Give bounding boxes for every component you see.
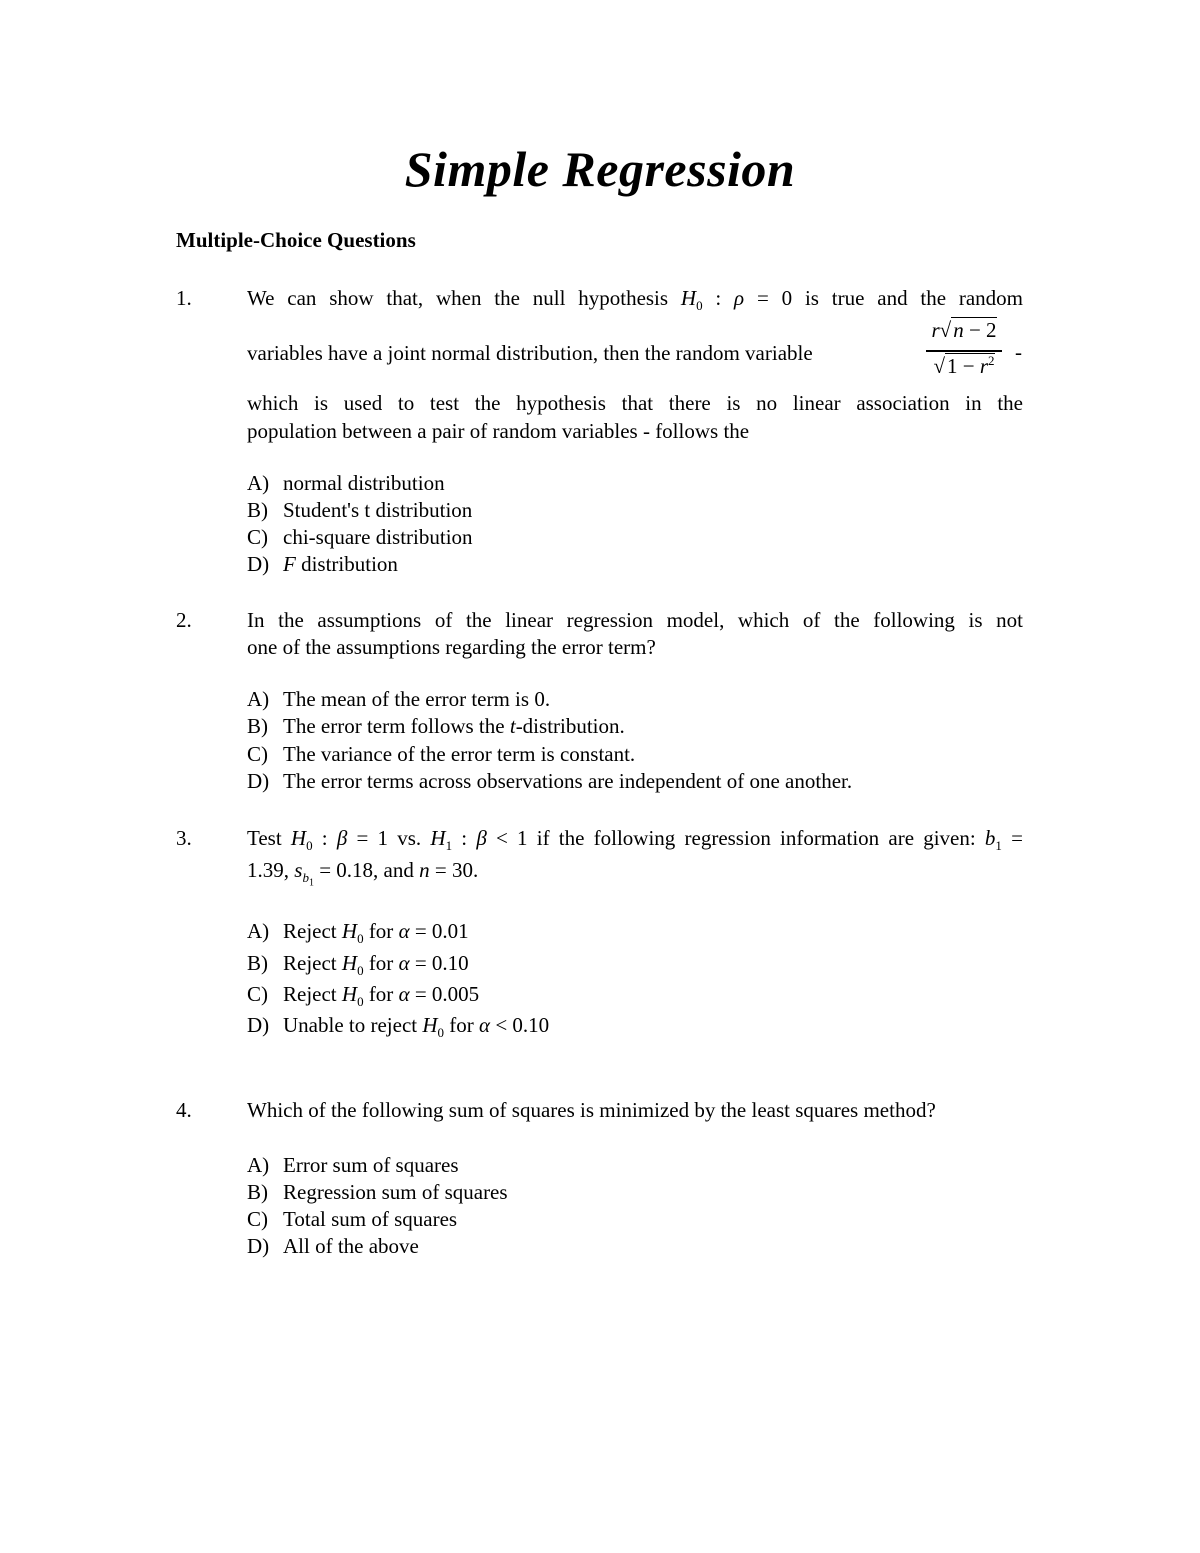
question-2-option-c: C) The variance of the error term is constant. [247, 742, 636, 766]
question-1-line-2: variables have a joint normal distribution, then the random variable [247, 341, 813, 365]
question-3-option-b: B) Reject $H_0$ for α = 0.10 [247, 951, 469, 979]
page-title: Simple Regression [404, 141, 796, 197]
question-4-option-c: C) Total sum of squares [247, 1207, 458, 1231]
question-3-option-d: D) Unable to reject $H_0$ for α < 0.10 [247, 1013, 550, 1041]
question-4-line-1: Which of the following sum of squares is minimized by the least squares method? [247, 1098, 936, 1122]
question-2-option-a: A) The mean of the error term is 0. [247, 687, 551, 711]
question-1-line-1: We can show that, when the null hypothesis $H_0$ : ρ = 0 is true and the random [247, 286, 1024, 314]
question-4-option-a: A) Error sum of squares [247, 1153, 459, 1177]
question-2-line-1: In the assumptions of the linear regression model, which of the following is not [247, 608, 1023, 632]
question-3-line-2: 1.39, $s_{b_1} = 0.18$, and n = 30. [247, 858, 479, 889]
question-3-line-1: Test $H_0$ : β = 1 vs. $H_1$ : β < 1 if the following regression information are given: $b_1$ = [247, 826, 1023, 854]
question-3-number: 3. [176, 826, 192, 850]
t-statistic-fraction [924, 318, 1004, 386]
question-2-option-d: D) The error terms across observations are independent of one another. [247, 769, 853, 793]
question-4-number: 4. [176, 1098, 192, 1122]
question-3-option-c: C) Reject $H_0$ for α = 0.005 [247, 982, 480, 1010]
question-1-dash: - [1015, 340, 1022, 364]
fraction-bar [926, 350, 1002, 352]
question-4-option-d: D) All of the above [247, 1234, 419, 1258]
question-1-line-4: population between a pair of random variables - follows the [247, 419, 750, 443]
null-hypothesis-formula: $H_0$ : ρ = 0 [680, 286, 793, 314]
fraction-numerator: r√n − 2 [931, 318, 997, 342]
question-1-option-a: A) normal distribution [247, 471, 445, 495]
fraction-denominator: $√1 - r^2$ [933, 353, 995, 378]
question-4-option-b: B) Regression sum of squares [247, 1180, 508, 1204]
question-2-option-b: B) The error term follows the t-distribution. [247, 714, 625, 738]
question-1-option-d: D) F distribution [247, 552, 398, 576]
question-3-option-a: A) Reject $H_0$ for α = 0.01 [247, 919, 469, 947]
section-heading: Multiple-Choice Questions [176, 228, 416, 252]
question-2-line-2: one of the assumptions regarding the error term? [247, 635, 656, 659]
option-d-text-italic-f: F distribution [283, 552, 398, 576]
question-1-line-3: which is used to test the hypothesis that there is no linear association in the [247, 391, 1023, 415]
question-1-option-b: B) Student's t distribution [247, 498, 473, 522]
option-b-text-italic-t: The error term follows the t-distribution. [283, 714, 625, 738]
question-1-option-c: C) chi-square distribution [247, 525, 473, 549]
question-1-number: 1. [176, 286, 192, 310]
question-2-number: 2. [176, 608, 192, 632]
